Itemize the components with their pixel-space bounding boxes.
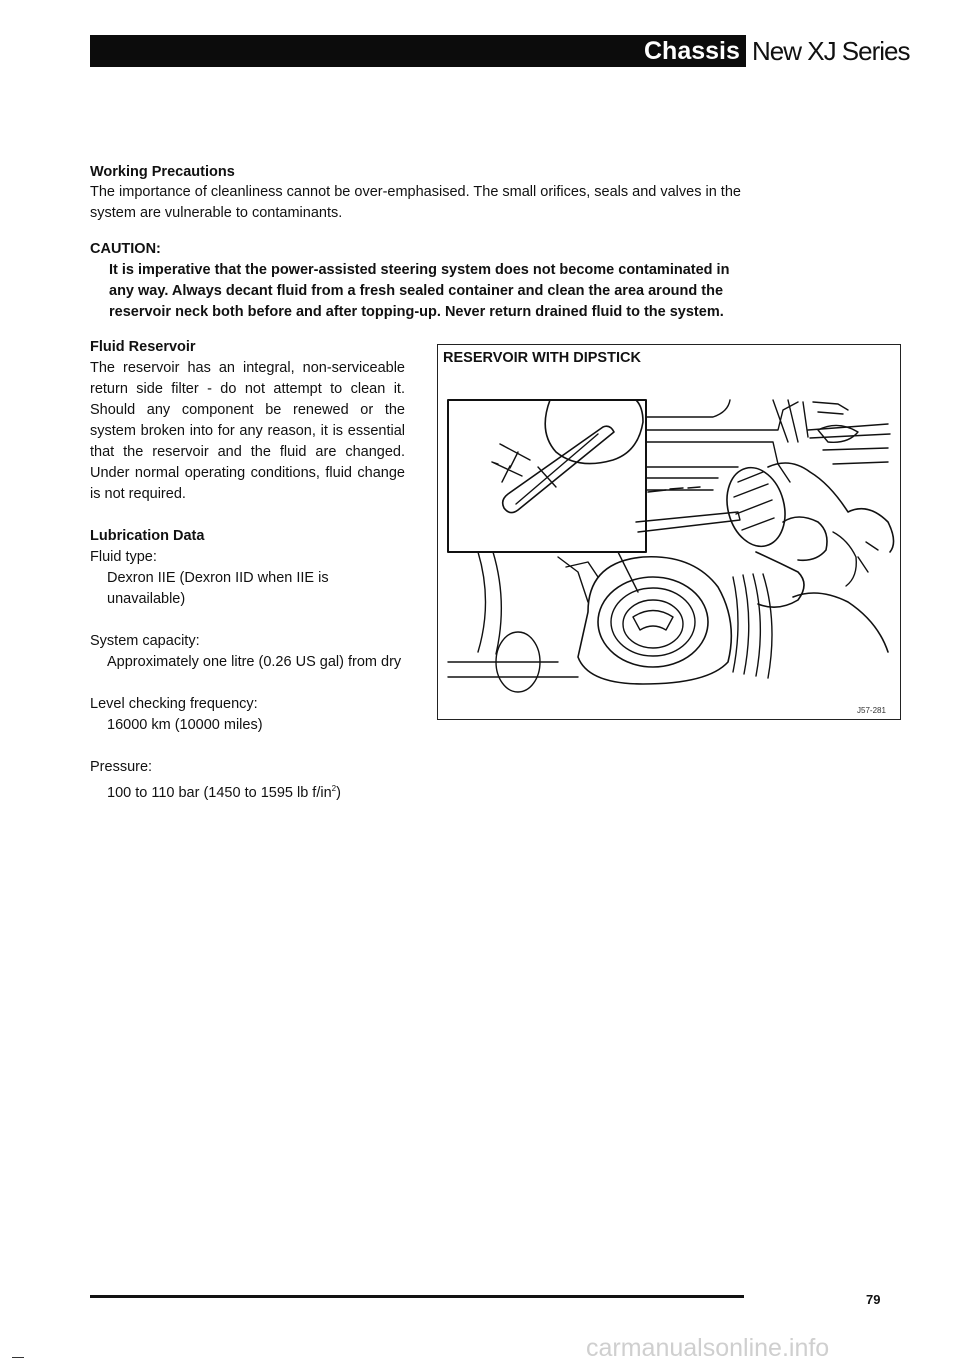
engine-line xyxy=(813,402,848,414)
pressure-value xyxy=(90,778,405,804)
arrow-lower xyxy=(492,462,522,476)
fluid-type-label: Fluid type: xyxy=(90,549,157,565)
engine-line xyxy=(646,400,730,417)
frequency-label: Level checking frequency: xyxy=(90,696,258,712)
reservoir-opening xyxy=(633,611,673,631)
finger-outline xyxy=(756,552,804,607)
fluid-reservoir-line: that the reservoir and the fluid are changed. xyxy=(90,444,405,460)
fluid-reservoir-line: Should any component be renewed or the xyxy=(90,402,405,418)
knuckle-line xyxy=(833,532,856,586)
reservoir-neck-outer xyxy=(598,577,708,667)
fluid-reservoir-line: return side filter - do not attempt to clean it. xyxy=(90,381,405,397)
working-precautions-heading: Working Precautions xyxy=(90,164,235,180)
caution-line1: It is imperative that the power-assisted steering system does not become contaminated in xyxy=(109,262,730,278)
lubrication-heading: Lubrication Data xyxy=(90,528,205,544)
footer-rule xyxy=(90,1295,744,1298)
arrow-upper-tick xyxy=(510,452,518,468)
pressure-label: Pressure: xyxy=(90,759,153,775)
capacity-label: System capacity: xyxy=(90,633,200,649)
figure-code: J57-281 xyxy=(857,706,886,715)
caution-line2: any way. Always decant fluid from a fresh sealed container and clean the area around the xyxy=(109,283,724,299)
fluid-reservoir-line: Under normal operating conditions, fluid change xyxy=(90,465,405,481)
fluid-reservoir-heading: Fluid Reservoir xyxy=(90,339,196,355)
watermark: carmanualsonline.info xyxy=(586,1334,830,1362)
dipstick-inset xyxy=(503,426,614,512)
pressure-value-main: 100 to 110 bar (1450 to 1595 lb f/in xyxy=(107,784,332,801)
dipstick-inset-line xyxy=(516,434,598,504)
series-title: New XJ Series xyxy=(752,36,910,66)
pressure-superscript: 2 xyxy=(331,784,337,793)
pipe-line xyxy=(558,557,598,602)
fluid-reservoir-line: system broken into for any reason, it is essential xyxy=(90,423,405,439)
dipstick-rod xyxy=(636,512,740,532)
page-number: 79 xyxy=(866,1292,881,1307)
working-precautions-line2: system are vulnerable to contaminants. xyxy=(90,205,343,221)
frequency-value: 16000 km (10000 miles) xyxy=(107,717,263,733)
dipstick-mark xyxy=(538,467,556,487)
thumb-outline xyxy=(783,517,827,560)
fluid-reservoir-line: is not required. xyxy=(90,486,186,502)
fluid-type-value1: Dexron IIE (Dexron IID when IIE is xyxy=(107,570,329,586)
margin-mark xyxy=(12,1357,24,1358)
caution-text xyxy=(109,260,749,323)
section-title: Chassis xyxy=(638,35,746,67)
working-precautions-line1: The importance of cleanliness cannot be over-emphasised. The small orifices, seals and valves in the xyxy=(90,184,741,200)
figure-title: RESERVOIR WITH DIPSTICK xyxy=(443,350,641,366)
reservoir-dipstick-illustration xyxy=(438,372,900,702)
engine-line xyxy=(823,448,888,464)
engine-line xyxy=(646,467,738,490)
hose-corrugation xyxy=(733,574,772,678)
caution-label: CAUTION: xyxy=(90,241,161,257)
reservoir-neck-inner xyxy=(623,600,683,648)
base-line xyxy=(448,662,578,677)
knuckle-line xyxy=(858,542,878,572)
fluid-type-value2: unavailable) xyxy=(107,591,186,607)
fluid-reservoir-line: The reservoir has an integral, non-serviceable xyxy=(90,360,405,376)
caution-line3: reservoir neck both before and after topping-up. Never return drained fluid to the system. xyxy=(109,304,724,320)
left-column xyxy=(90,337,405,804)
engine-line xyxy=(808,424,890,438)
hand-outline xyxy=(793,593,888,652)
bracket-line xyxy=(478,552,501,654)
fluid-reservoir-paragraph xyxy=(90,358,405,505)
finger-outline xyxy=(545,400,643,464)
capacity-value: Approximately one litre (0.26 US gal) from dry xyxy=(107,654,402,670)
pressure-value-end: ) xyxy=(336,784,341,801)
cap-ribs xyxy=(734,472,774,530)
